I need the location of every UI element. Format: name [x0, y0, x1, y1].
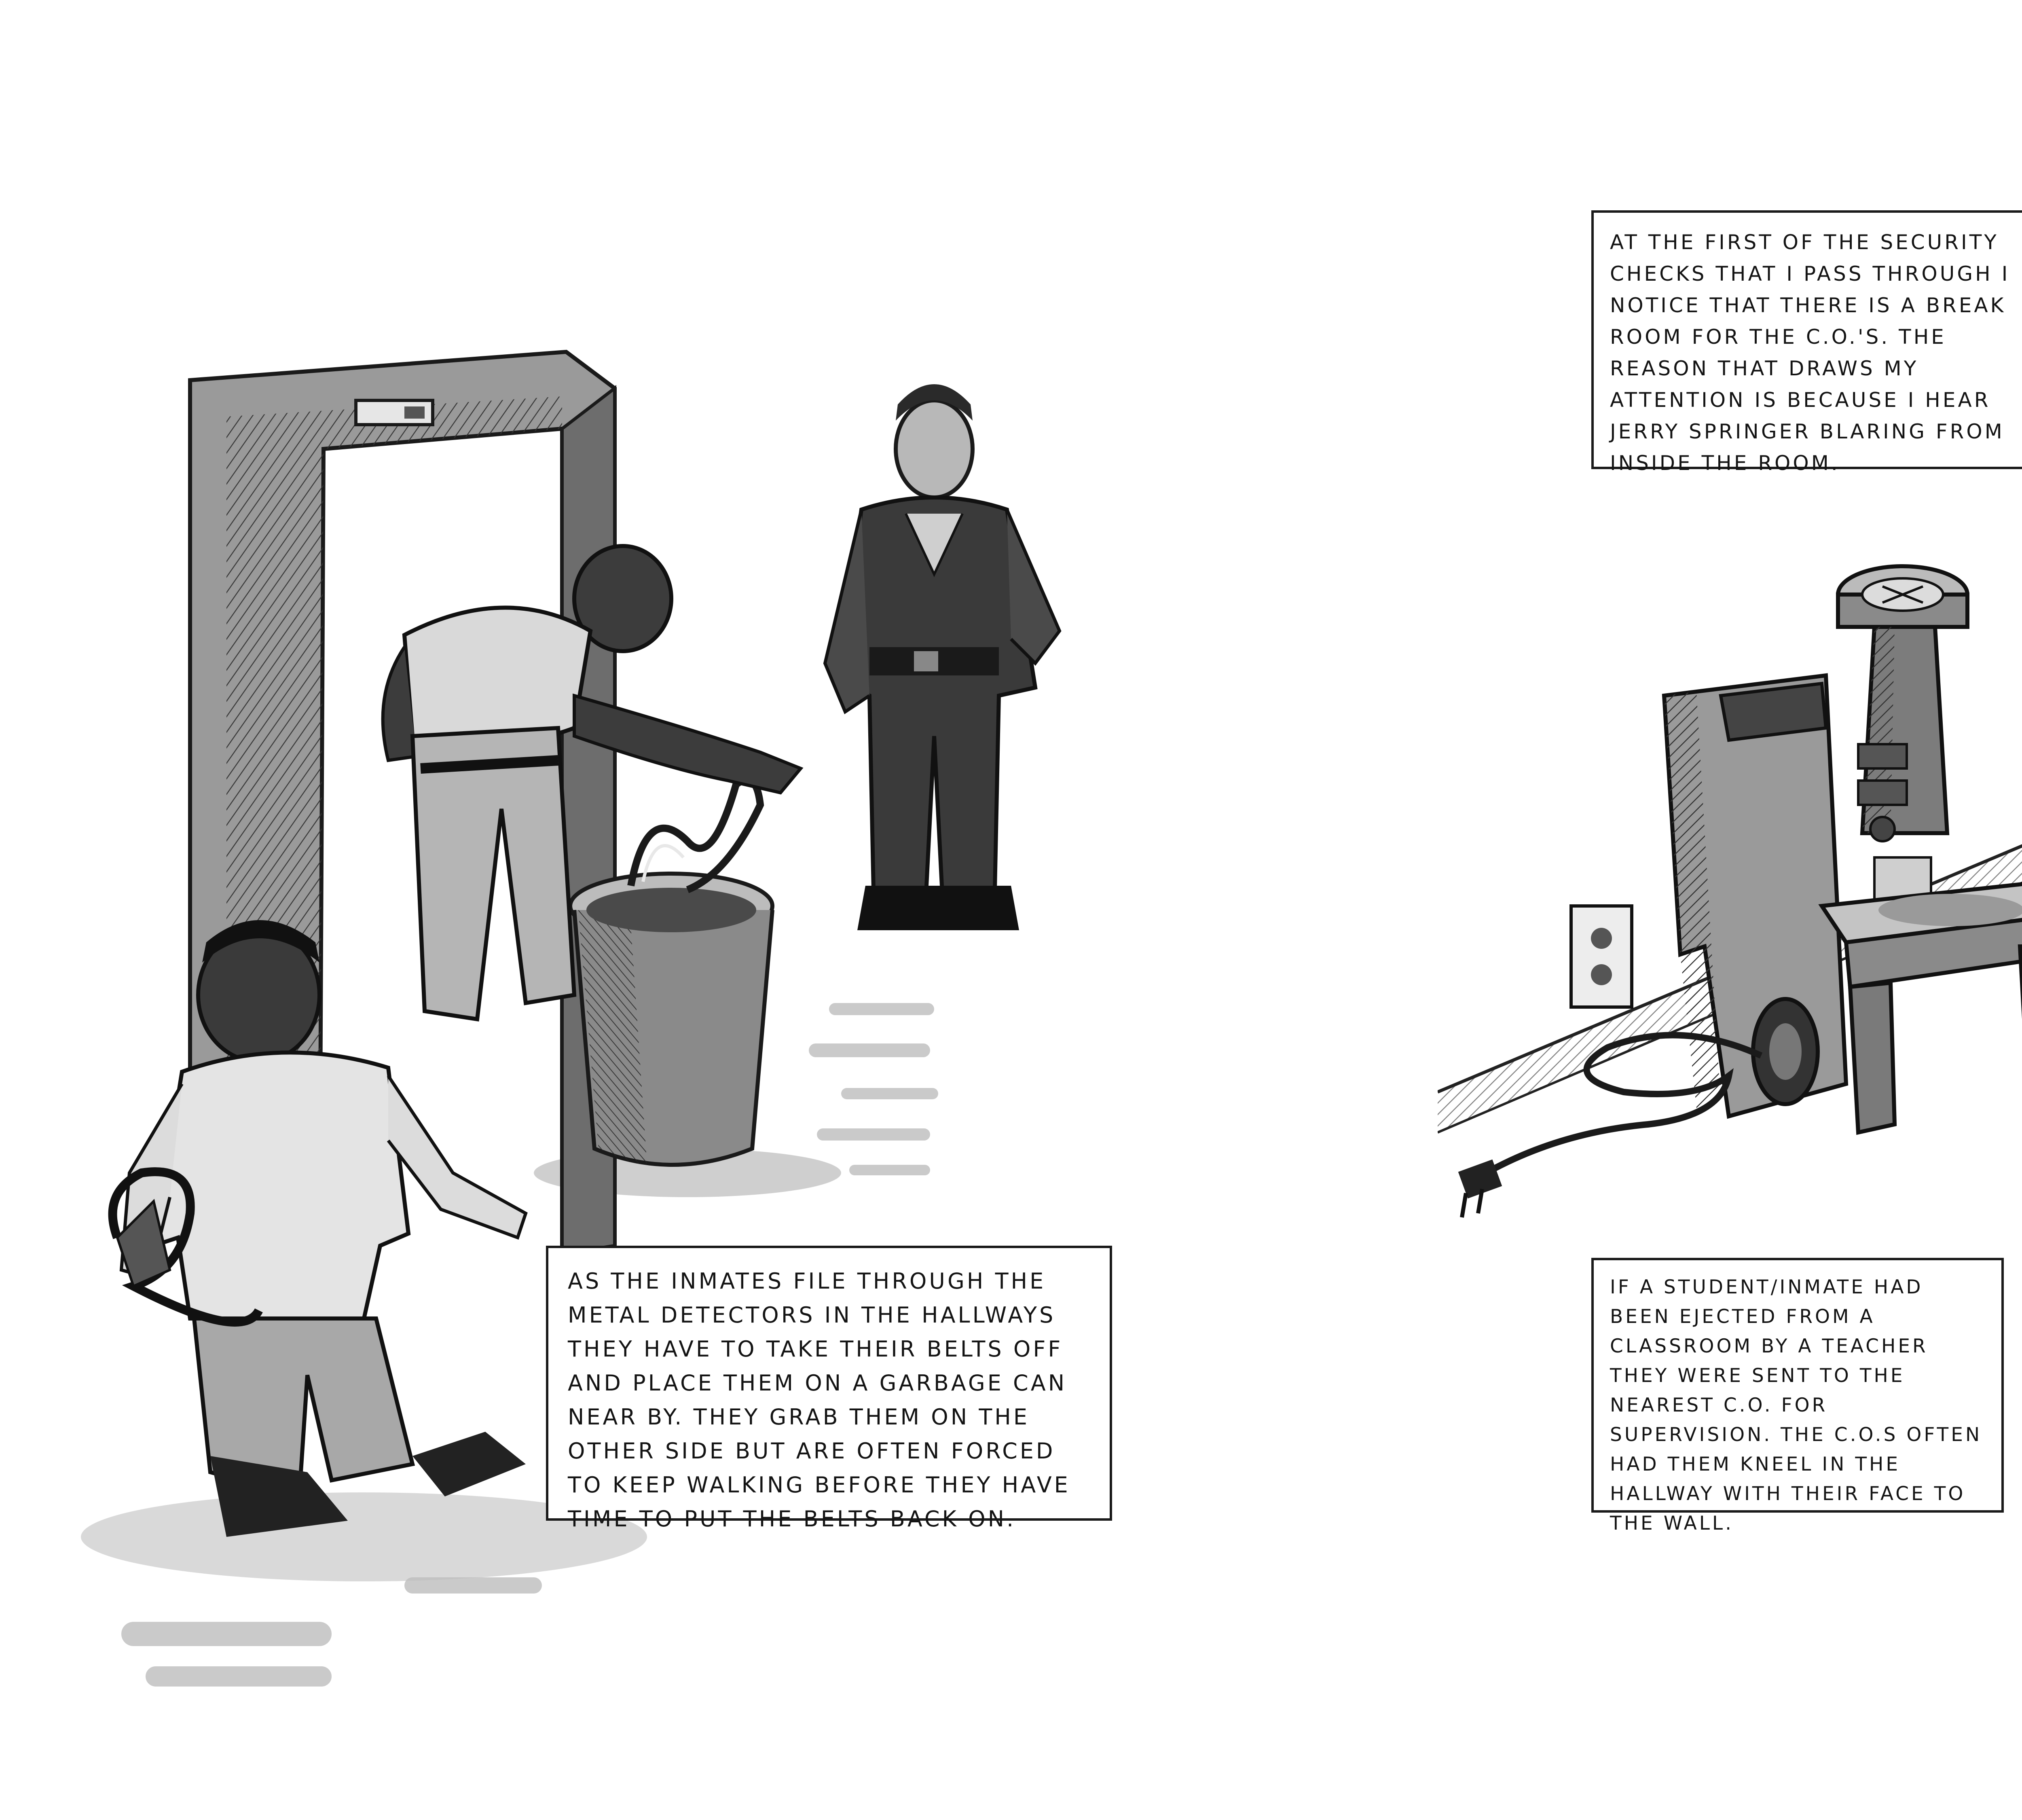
break-room-caption-text: AT THE FIRST OF THE SECURITY CHECKS THAT I PASS THROUGH I NOTICE THAT THERE IS A BREAK ROOM FOR THE C.O.'S. THE REASON THAT DRAWS MY ATTENTION IS BECAUSE I HEAR JERRY SPRINGER BLARING FROM INSIDE THE ROOM.: [1610, 231, 2010, 475]
right-page: [1365, 0, 2022, 1820]
metal-detector-caption-text: AS THE INMATES FILE THROUGH THE METAL DETECTORS IN THE HALLWAYS THEY HAVE TO TAKE THEIR BELTS OFF AND PLACE THEM ON A GARBAGE CAN NEAR BY. THEY GRAB THEM ON THE OTHER SIDE BUT ARE OFTEN FORCED TO KEEP WALKING BEFORE THEY HAVE TIME TO PUT THE BELTS BACK ON.: [568, 1268, 1070, 1532]
kneel-caption-text: IF A STUDENT/INMATE HAD BEEN EJECTED FROM A CLASSROOM BY A TEACHER THEY WERE SENT TO THE NEAREST C.O. FOR SUPERVISION. THE C.O.S OFTEN HAD THEM KNEEL IN THE HALLWAY WITH THEIR FACE TO THE WALL.: [1610, 1276, 1982, 1534]
break-room-caption: [1591, 210, 2022, 475]
wall-outlet: [1571, 906, 1632, 1007]
corrections-officer: [825, 384, 1060, 930]
chair-detector-illustration: [1438, 542, 2022, 1238]
metal-detector-caption: [546, 1246, 1112, 1532]
kneel-caption: [1591, 1258, 2004, 1534]
